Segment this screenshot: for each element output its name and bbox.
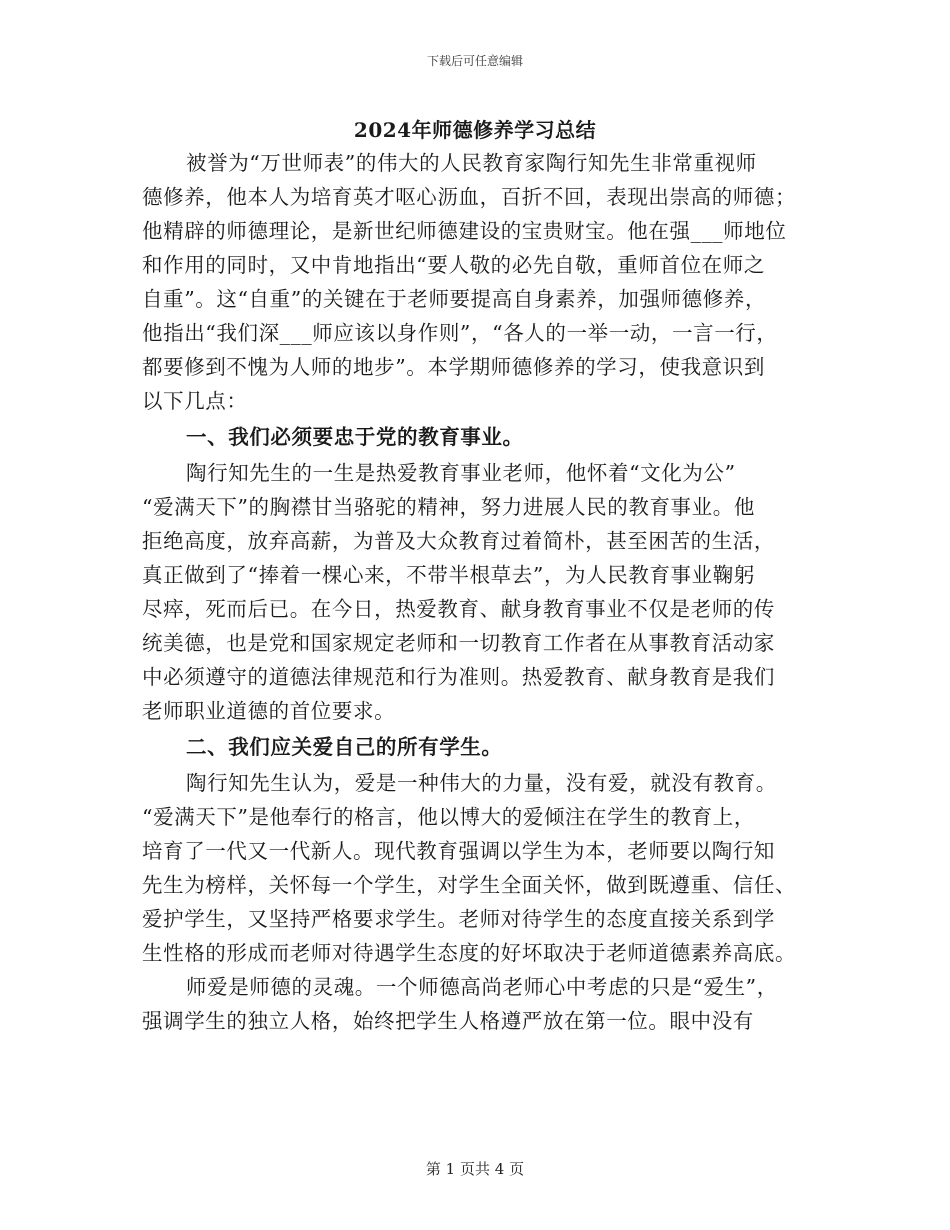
paragraph-line: 生性格的形成而老师对待遇学生态度的好坏取决于老师道德素养高底。 (142, 941, 797, 965)
paragraph-line: 尽瘁，死而后已。在今日，热爱教育、献身教育事业不仅是老师的传 (142, 597, 775, 621)
page-number: 第 1 页共 4 页 (425, 1160, 525, 1178)
paragraph-line: 都要修到不愧为人师的地步”。本学期师德修养的学习，使我意识到 (142, 355, 765, 379)
paragraph-line: 德修养，他本人为培育英才呕心沥血，百折不回，表现出崇高的师德； (142, 185, 797, 209)
paragraph-line: 真正做到了“捧着一棵心来，不带半根草去”，为人民教育事业鞠躬 (142, 563, 755, 587)
paragraph-line: 统美德，也是党和国家规定老师和一切教育工作者在从事教育活动家 (142, 631, 775, 655)
paragraph-line: 自重”。这“自重”的关键在于老师要提高自身素养，加强师德修养， (142, 287, 767, 311)
paragraph-line: 和作用的同时，又中肯地指出“要人敬的必先自敬，重师首位在师之 (142, 253, 765, 277)
paragraph-line: “爱满天下”的胸襟甘当骆驼的精神，努力进展人民的教育事业。他 (142, 495, 755, 519)
document-title: 2024年师德修养学习总结 (353, 118, 597, 142)
paragraph-line: “爱满天下”是他奉行的格言，他以博大的爱倾注在学生的教育上， (142, 805, 755, 829)
paragraph-line: 以下几点： (142, 389, 248, 413)
paragraph-line: 先生为榜样，关怀每一个学生，对学生全面关怀，做到既遵重、信任、 (142, 873, 797, 897)
paragraph-line: 师爱是师德的灵魂。一个师德高尚老师心中考虑的只是“爱生”， (186, 975, 778, 999)
paragraph-line: 陶行知先生的一生是热爱教育事业老师，他怀着“文化为公” (186, 461, 736, 485)
paragraph-line: 被誉为“万世师表”的伟大的人民教育家陶行知先生非常重视师 (186, 151, 757, 175)
paragraph-line: 他指出“我们深___师应该以身作则”，“各人的一举一动，一言一行， (142, 321, 778, 345)
section-heading-1: 一、我们必须要忠于党的教育事业。 (186, 425, 524, 449)
document-body (142, 146, 822, 1038)
paragraph-line: 老师职业道德的首位要求。 (142, 699, 396, 723)
paragraph-line: 爱护学生，又坚持严格要求学生。老师对待学生的态度直接关系到学 (142, 907, 775, 931)
paragraph-line: 拒绝高度，放弃高薪，为普及大众教育过着简朴，甚至困苦的生活， (142, 529, 775, 553)
paragraph-line: 强调学生的独立人格，始终把学生人格遵严放在第一位。眼中没有 (142, 1009, 754, 1033)
page-header-note: 下载后可任意编辑 (426, 54, 523, 68)
paragraph-line: 他精辟的师德理论，是新世纪师德建设的宝贵财宝。他在强___师地位 (142, 219, 787, 243)
paragraph-line: 陶行知先生认为，爱是一种伟大的力量，没有爱，就没有教育。 (186, 771, 777, 795)
paragraph-line: 中必须遵守的道德法律规范和行为准则。热爱教育、献身教育是我们 (142, 665, 775, 689)
section-heading-2: 二、我们应关爱自己的所有学生。 (186, 735, 503, 759)
paragraph-line: 培育了一代又一代新人。现代教育强调以学生为本，老师要以陶行知 (142, 839, 775, 863)
